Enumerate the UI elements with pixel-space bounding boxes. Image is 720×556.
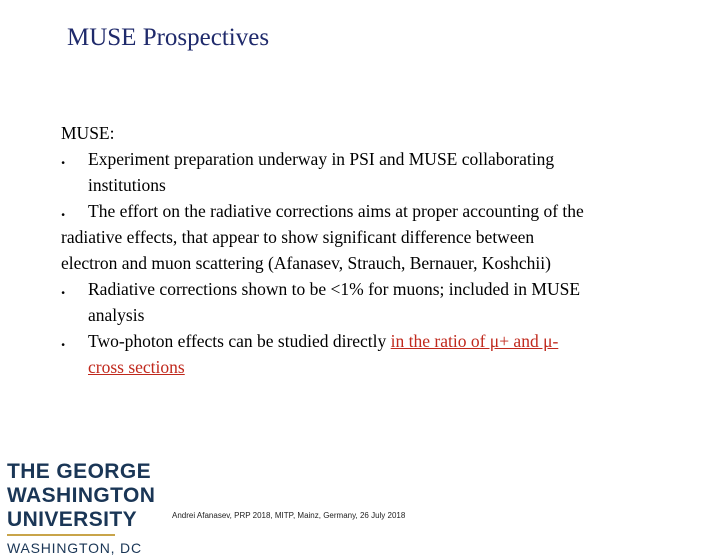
logo-divider [7,534,115,536]
bullet-marker: . [61,149,66,168]
bullet-text-continuation: institutions [88,175,166,195]
bullet-text: Experiment preparation underway in PSI and MUSE collaborating [88,149,555,169]
bullet-item-4 [61,328,671,354]
bullet-text: Radiative corrections shown to be <1% for muons; included in MUSE [88,279,581,299]
bullet-text [61,331,558,351]
muon-ratio-link[interactable]: in the ratio of μ+ and μ- [390,331,559,351]
logo-city: WASHINGTON, DC [7,540,142,556]
slide-footer: Andrei Afanasev, PRP 2018, MITP, Mainz, Germany, 26 July 2018 [172,511,406,520]
bullet-item-2 [61,198,671,224]
bullet-item-1 [61,146,671,172]
logo-line-3: UNIVERSITY [7,508,138,531]
slide-body [61,120,671,380]
bullet-text: The effort on the radiative corrections aims at proper accounting of the [88,201,584,221]
cross-sections-link[interactable]: cross sections [88,357,185,377]
bullet-text-plain: Two-photon effects can be studied directly [88,331,391,351]
bullet-item-3 [61,276,671,302]
logo-line-1: THE GEORGE [7,460,152,483]
logo-line-2: WASHINGTON [7,484,156,507]
bullet-marker: . [61,201,66,220]
slide-title: MUSE Prospectives [67,24,270,51]
bullet-marker: . [61,331,66,350]
bullet-text-continuation: analysis [88,305,145,325]
bullet-text-continuation: electron and muon scattering (Afanasev, Strauch, Bernauer, Koshchii) [61,253,551,273]
bullet-text-continuation [61,354,671,380]
gwu-logo [7,460,155,556]
bullet-text-continuation: radiative effects, that appear to show significant difference between [61,227,535,247]
intro-label: MUSE: [61,123,115,143]
bullet-marker: . [61,279,66,298]
